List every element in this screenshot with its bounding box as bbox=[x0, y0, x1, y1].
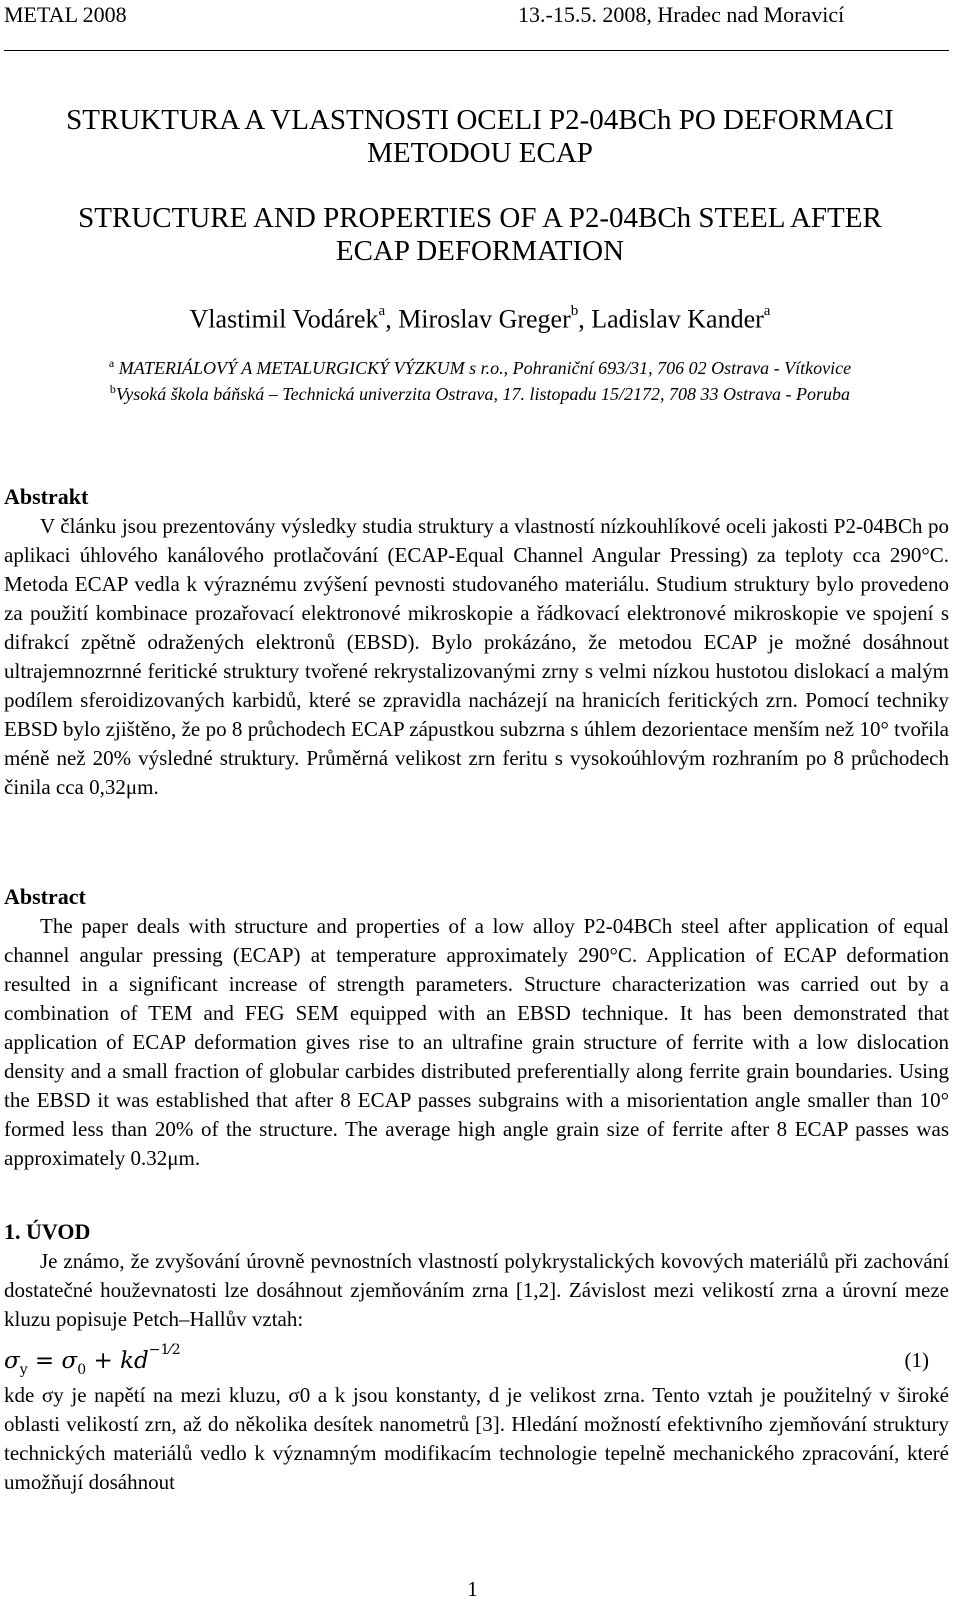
author-list bbox=[0, 298, 960, 336]
equals-sign: = bbox=[27, 1348, 62, 1374]
conference-date-place: 13.-15.5. 2008, Hradec nad Moravicí bbox=[518, 2, 845, 27]
kd-term: kd bbox=[120, 1348, 149, 1374]
abstrakt-text: V článku jsou prezentovány výsledky studia struktury a vlastností nízkouhlíkové oceli jakosti P2-04BCh po aplikaci úhlového kanálového protlačování (ECAP-Equal Channel Angular Pressing) za teploty cca 290°C. Metoda ECAP vedla k výraznému zvýšení pevnosti studovaného materiálu. Studium struktury bylo provedeno za použití kombinace prozařovací elektronové mikroskopie a řádkovací elektronové mikroskopie ve spojení s difrakcí zpětně odražených elektronů (EBSD). Bylo prokázáno, že metodou ECAP je možné dosáhnout ultrajemnozrnné feritické struktury tvořené rekrystalizovanými zrny s velmi nízkou hustotou dislokací a malým podílem sferoidizovaných karbidů, které se zpravidla nacházejí na hranicích feritických zrn. Pomocí techniky EBSD bylo zjištěno, že po 8 průchodech ECAP zápustkou subzrna s úhlem dezorientace menším než 10° tvořila méně než 20% výsledné struktury. Průměrná velikost zrn feritu s vysokoúhlovým rozhraním po 8 průchodech činila cca 0,32μm. bbox=[4, 514, 949, 799]
plus-sign: + bbox=[86, 1348, 121, 1374]
exponent: −1⁄2 bbox=[148, 1342, 181, 1358]
sigma-symbol: σ bbox=[61, 1348, 78, 1374]
title-english bbox=[0, 202, 960, 268]
abstract-section bbox=[4, 882, 949, 1173]
author-affiliation-mark: a bbox=[763, 303, 771, 319]
subscript-0: 0 bbox=[77, 1362, 87, 1378]
equation-number: (1) bbox=[904, 1348, 929, 1372]
author-name: Ladislav Kander bbox=[591, 304, 764, 334]
introduction-section bbox=[4, 1217, 949, 1334]
author-separator: , bbox=[578, 304, 592, 334]
affiliation-address: 17. listopadu 15/2172, 708 33 Ostrava - Poruba bbox=[498, 384, 851, 404]
affiliation-b bbox=[0, 378, 960, 405]
equation-formula bbox=[4, 1342, 181, 1378]
abstrakt-section bbox=[4, 482, 949, 802]
affiliation-a bbox=[0, 352, 960, 379]
title-czech bbox=[0, 104, 960, 170]
petch-hall-equation bbox=[4, 1342, 949, 1386]
abstract-text: The paper deals with structure and properties of a low alloy P2-04BCh steel after application of equal channel angular pressing (ECAP) at temperature approximately 290°C. Application of ECAP deformation resulted in a significant increase of strength parameters. Structure characterization was carried out by a combination of TEM and FEG SEM equipped with an EBSD technique. It has been demonstrated that application of ECAP deformation gives rise to an ultrafine grain structure of ferrite with a low dislocation density and a small fraction of globular carbides distributed preferentially along ferrite grain boundaries. Using the EBSD it was established that after 8 ECAP passes subgrains with a misorientation angle smaller than 10° formed less than 20% of the structure. The average high angle grain size of ferrite after 8 ECAP passes was approximately 0.32μm. bbox=[4, 914, 949, 1170]
title-czech-line-1: STRUKTURA A VLASTNOSTI OCELI P2-04BCh PO DEFORMACI bbox=[66, 104, 894, 136]
author-name: Vlastimil Vodárek bbox=[189, 304, 379, 334]
header-rule bbox=[4, 50, 949, 51]
author-affiliation-mark: b bbox=[570, 303, 579, 319]
equation-explanation-text: kde σy je napětí na mezi kluzu, σ0 a k jsou konstanty, d je velikost zrna. Tento vztah je použitelný v široké oblasti velikostí zrn, až do několika desítek nanometrů [3]. Hledání možností efektivního zjemňování struktury technických materiálů vedlo k významným modifikacím technologie tepelně mechanického zpracování, které umožňují dosáhnout bbox=[4, 1383, 949, 1494]
page-number: 1 bbox=[467, 1577, 478, 1601]
affiliation-mark: b bbox=[109, 382, 116, 396]
introduction-heading: 1. ÚVOD bbox=[4, 1219, 91, 1244]
affiliation-institution: MATERIÁLOVÝ A METALURGICKÝ VÝZKUM s r.o. bbox=[114, 358, 504, 378]
introduction-text: Je známo, že zvyšování úrovně pevnostních vlastností polykrystalických kovových materiálů při zachování dostatečné houževnatosti lze dosáhnout zjemňováním zrna [1,2]. Závislost mezi velikostí zrna a úrovní meze kluzu popisuje Petch–Hallův vztah: bbox=[4, 1249, 949, 1331]
affiliation-institution: Vysoká škola báňská – Technická univerzita Ostrava, bbox=[115, 384, 499, 404]
conference-name: METAL 2008 bbox=[4, 2, 127, 27]
equation-explanation bbox=[4, 1381, 949, 1497]
sigma-symbol: σ bbox=[4, 1348, 20, 1374]
title-english-line-1: STRUCTURE AND PROPERTIES OF A P2-04BCh STEEL AFTER bbox=[78, 202, 882, 234]
author-name: Miroslav Greger bbox=[398, 304, 571, 334]
affiliation-address: , Pohraniční 693/31, 706 02 Ostrava - Vítkovice bbox=[503, 358, 852, 378]
author-affiliation-mark: a bbox=[378, 303, 386, 319]
title-czech-line-2: METODOU ECAP bbox=[367, 137, 593, 169]
title-english-line-2: ECAP DEFORMATION bbox=[335, 235, 625, 267]
abstract-heading: Abstract bbox=[4, 884, 86, 909]
author-separator: , bbox=[385, 304, 399, 334]
abstrakt-heading: Abstrakt bbox=[4, 484, 89, 509]
subscript-y: y bbox=[19, 1362, 28, 1378]
affiliation-mark: a bbox=[108, 356, 115, 370]
